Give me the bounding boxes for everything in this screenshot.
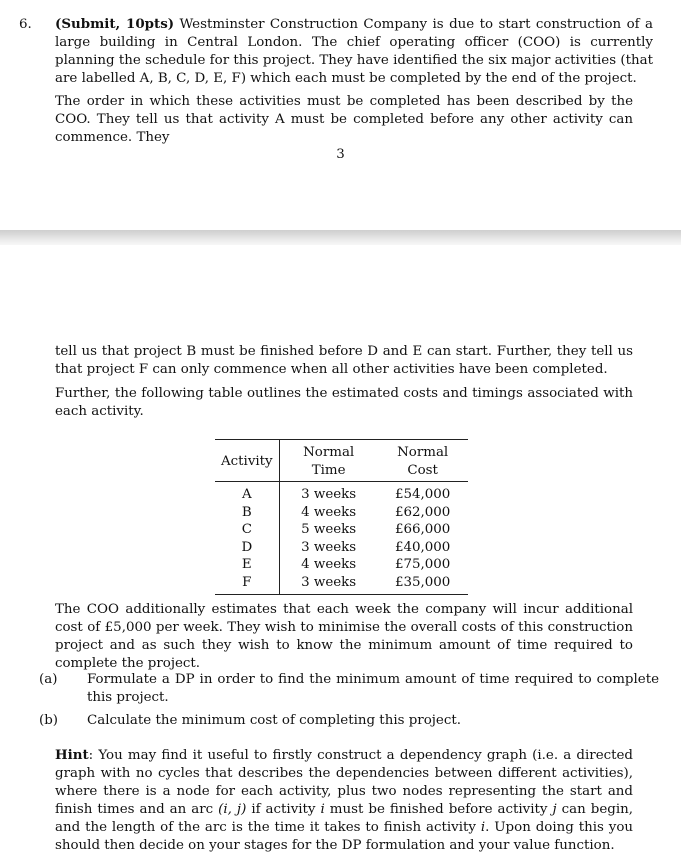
subquestion-b-label: (b) <box>39 713 59 728</box>
hint-text-4: can begin, and the length of the arc is the time it takes to finish activity <box>55 802 633 835</box>
cell-time: 5 weeks <box>301 522 357 537</box>
subquestion-a-label: (a) <box>39 672 58 687</box>
question-intro-first-line: Westminster Construction Company is due to start construction of a large <box>55 17 653 50</box>
hint-paragraph <box>55 746 633 855</box>
hint-label: Hint <box>55 747 89 763</box>
cell-time: 3 weeks <box>301 487 357 502</box>
hint-var-i: i <box>320 802 325 817</box>
header-normal-cost: Normal Cost <box>378 440 468 482</box>
cell-time: 3 weeks <box>301 539 357 555</box>
table-row <box>215 556 468 574</box>
subquestion-b <box>39 712 659 730</box>
hint-var-j: j <box>552 802 557 817</box>
additional-cost-paragraph: The COO additionally estimates that each week the company will incur additional cost of £5,000 per week. They wish to minimise the overall costs of this construction project and as such they wish to know the minimum amount of time required to complete the project. <box>55 602 633 671</box>
table-row <box>215 521 468 539</box>
page-break <box>0 230 681 245</box>
cell-cost: £40,000 <box>394 539 451 555</box>
question-number: 6. <box>19 17 32 32</box>
cell-activity: E <box>215 556 279 574</box>
question-intro <box>19 15 653 88</box>
subquestion-a-text: Formulate a DP in order to find the minimum amount of time required to complete this project. <box>87 672 659 705</box>
question-intro-rest: building in Central London. The chief operating officer (COO) is currently planning the schedule for this project. They have identified the six major activities (that are labelled A, B, C, D, E, F) which each must be completed by the end of the project. <box>55 35 653 86</box>
cell-cost: £62,000 <box>394 504 451 520</box>
table-row <box>215 574 468 595</box>
cell-activity: D <box>215 539 279 557</box>
cell-cost: £75,000 <box>394 557 451 572</box>
continuation-paragraph: tell us that project B must be finished before D and E can start. Further, they tell us that project F can only commence when all other activities have been completed. <box>55 344 633 377</box>
cell-activity: B <box>215 504 279 522</box>
cell-cost: £35,000 <box>378 574 468 595</box>
hint-text-3: must be finished before activity <box>324 802 553 817</box>
hint-var-i-2: i <box>480 820 486 835</box>
subquestion-b-text: Calculate the minimum cost of completing this project. <box>87 713 461 728</box>
hint-text-5: . Upon doing this you should then decide on your stages for the DP formulation and your value function. <box>55 820 634 853</box>
order-paragraph: The order in which these activities must be completed has been described by the COO. They tell us that activity A must be completed before any other activity can commence. They <box>55 94 633 145</box>
hint-arc: (i, j) <box>218 802 247 817</box>
cell-activity: C <box>215 521 279 539</box>
cell-time: 4 weeks <box>301 504 357 520</box>
cell-cost: £54,000 <box>394 487 451 502</box>
cell-activity: A <box>215 482 279 504</box>
table-header-row <box>215 440 468 482</box>
table-row <box>215 482 468 504</box>
header-normal-time: Normal Time <box>279 440 378 482</box>
hint-text-2: if activity <box>246 802 321 817</box>
page-number: 3 <box>336 147 345 162</box>
activity-table <box>215 439 468 595</box>
cell-time: 3 weeks <box>279 574 378 595</box>
cell-time: 4 weeks <box>301 557 357 572</box>
header-activity: Activity <box>215 440 279 482</box>
table-row <box>215 504 468 522</box>
hint-text-1: : You may find it useful to firstly construct a dependency graph (i.e. a directed graph with no cycles that describes the dependencies between different activities), where there is a node for each activity, plus two nodes representing the start and finish times and an arc <box>55 748 633 817</box>
table-intro-paragraph: Further, the following table outlines the estimated costs and timings associated with each activity. <box>55 386 633 419</box>
cell-cost: £66,000 <box>394 522 451 537</box>
table-row <box>215 539 468 557</box>
question-header: (Submit, 10pts) <box>55 16 175 32</box>
cell-activity: F <box>215 574 279 595</box>
subquestion-a <box>39 671 659 707</box>
